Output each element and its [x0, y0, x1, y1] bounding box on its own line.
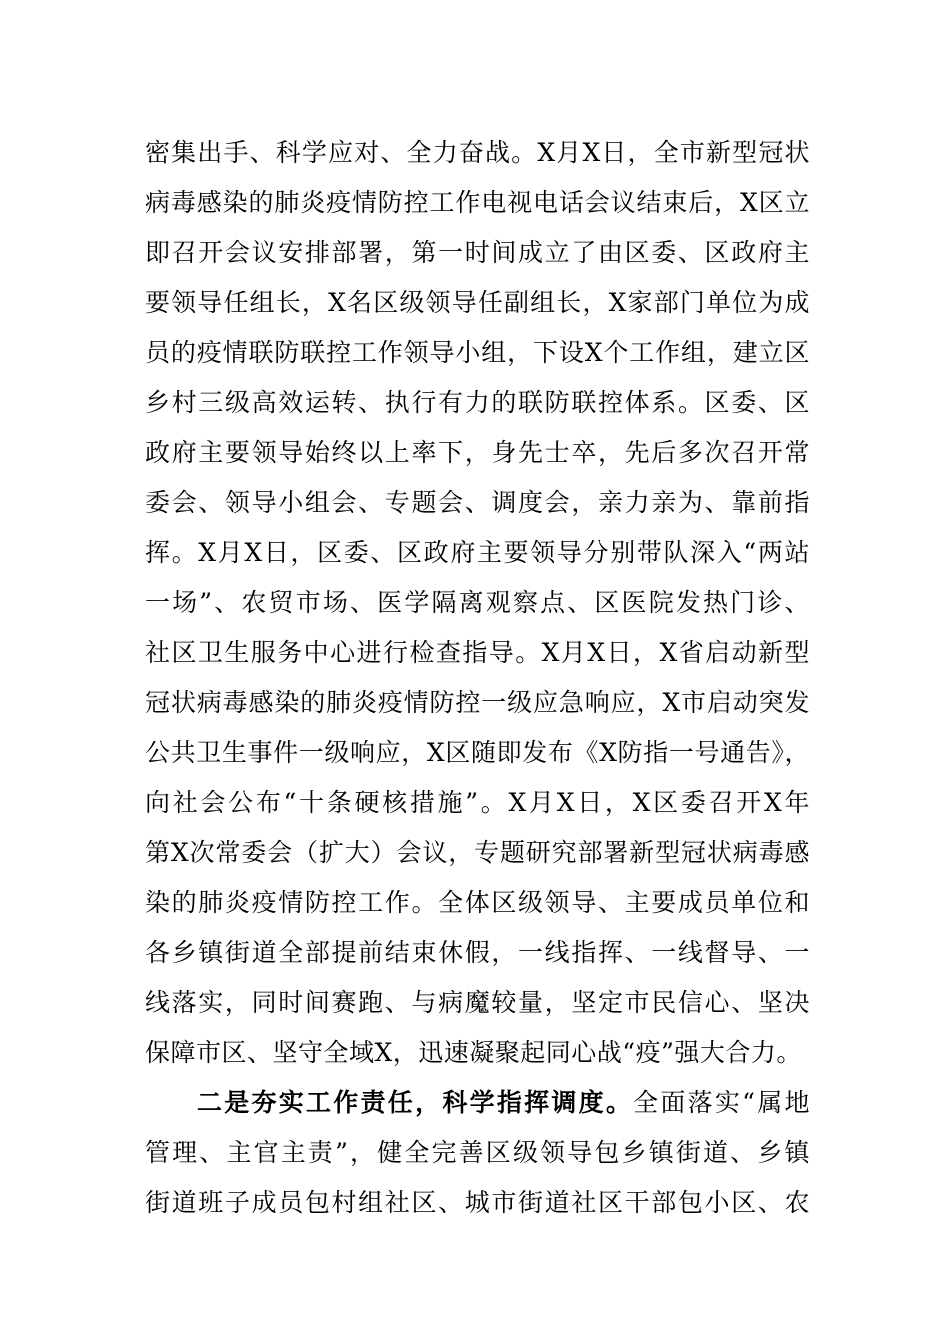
paragraph-line: 第X次常委会（扩大）会议，专题研究部署新型冠状病毒感 [145, 838, 810, 867]
paragraph-line: 密集出手、科学应对、全力奋战。X月X日，全市新型冠状 [145, 138, 810, 167]
paragraph-line: 街道班子成员包村组社区、城市街道社区干部包小区、农 [145, 1188, 810, 1217]
paragraph-2 [145, 1078, 810, 1228]
section-heading: 二是夯实工作责任，科学指挥调度。 [197, 1088, 634, 1117]
paragraph-line: 乡村三级高效运转、执行有力的联防联控体系。区委、区 [145, 388, 810, 417]
paragraph-line: 病毒感染的肺炎疫情防控工作电视电话会议结束后，X区立 [145, 188, 810, 217]
paragraph-line: 冠状病毒感染的肺炎疫情防控一级应急响应，X市启动突发 [145, 688, 810, 717]
paragraph-line: 政府主要领导始终以上率下，身先士卒，先后多次召开常 [145, 438, 810, 467]
paragraph-1 [145, 128, 810, 1078]
paragraph-line: 即召开会议安排部署，第一时间成立了由区委、区政府主 [145, 238, 810, 267]
paragraph-line: 委会、领导小组会、专题会、调度会，亲力亲为、靠前指 [145, 488, 810, 517]
paragraph-line: 挥。X月X日，区委、区政府主要领导分别带队深入“两站 [145, 538, 810, 567]
paragraph-line: 要领导任组长，X名区级领导任副组长，X家部门单位为成 [145, 288, 810, 317]
paragraph-line: 向社会公布“十条硬核措施”。X月X日，X区委召开X年 [145, 788, 810, 817]
paragraph-line: 公共卫生事件一级响应，X区随即发布《X防指一号通告》， [145, 738, 810, 767]
paragraph-line-rest: 全面落实“属地 [633, 1088, 810, 1117]
document-page [145, 128, 810, 1228]
paragraph-line: 员的疫情联防联控工作领导小组，下设X个工作组，建立区 [145, 338, 810, 367]
paragraph-line: 保障市区、坚守全域X，迅速凝聚起同心战“疫”强大合力。 [145, 1038, 802, 1067]
paragraph-line: 管理、主官主责”，健全完善区级领导包乡镇街道、乡镇 [145, 1138, 810, 1167]
paragraph-line: 一场”、农贸市场、医学隔离观察点、区医院发热门诊、 [145, 588, 810, 617]
paragraph-first-line [145, 1078, 810, 1128]
paragraph-line: 线落实，同时间赛跑、与病魔较量，坚定市民信心、坚决 [145, 988, 810, 1017]
paragraph-line: 社区卫生服务中心进行检查指导。X月X日，X省启动新型 [145, 638, 810, 667]
paragraph-line: 各乡镇街道全部提前结束休假，一线指挥、一线督导、一 [145, 938, 810, 967]
paragraph-line: 染的肺炎疫情防控工作。全体区级领导、主要成员单位和 [145, 888, 810, 917]
